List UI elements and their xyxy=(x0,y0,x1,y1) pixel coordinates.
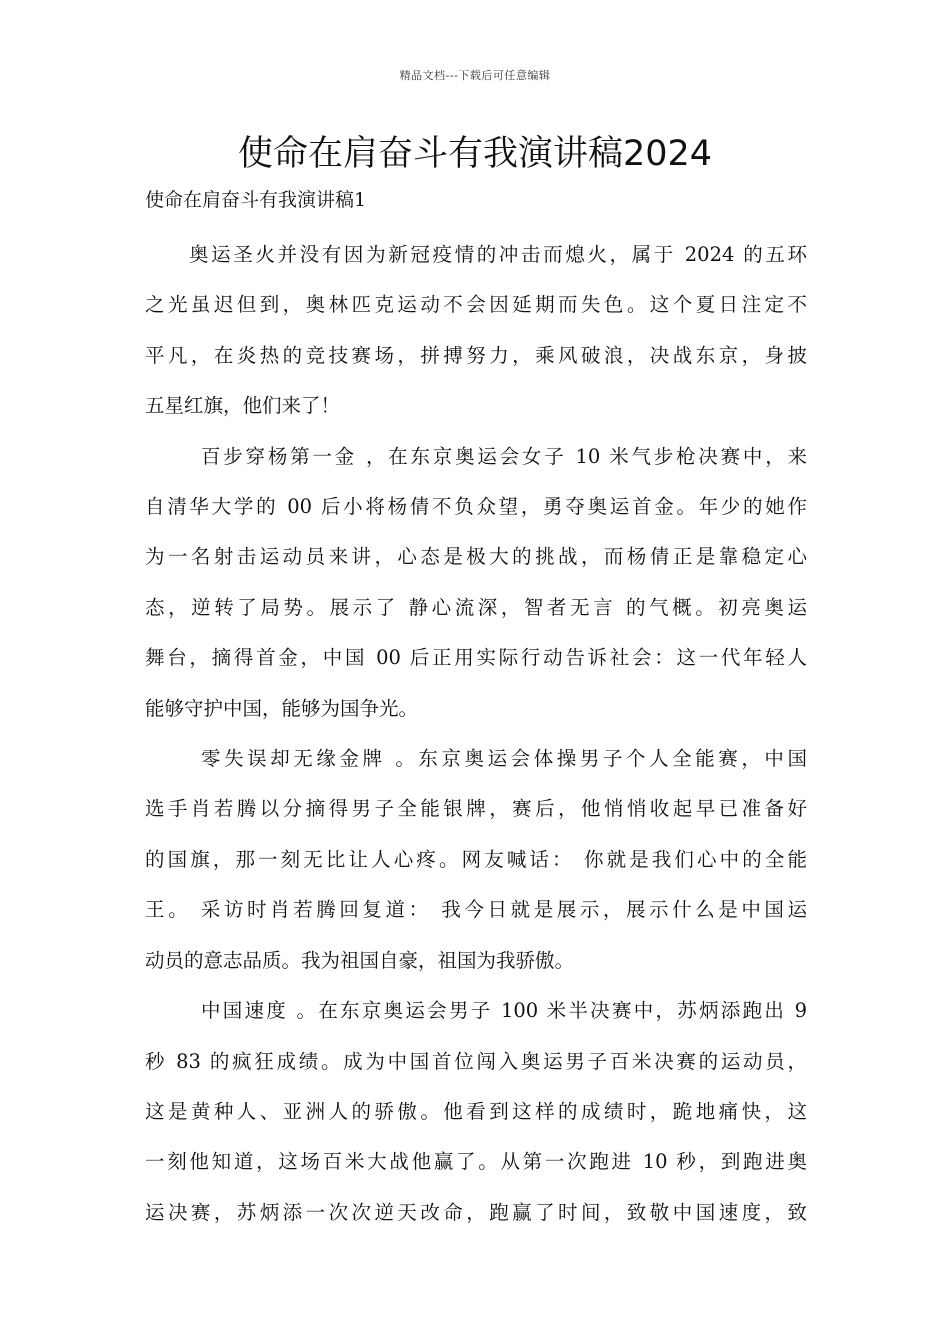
paragraph-line: 零失误却无缘金牌 。东京奥运会体操男子个人全能赛，中国 xyxy=(201,747,807,771)
document-title: 使命在肩奋斗有我演讲稿2024 xyxy=(237,134,713,174)
paragraph xyxy=(145,230,807,432)
paragraph-line: 平凡，在炎热的竞技赛场，拼搏努力，乘风破浪，决战东京，身披 xyxy=(145,343,807,367)
paragraph-line: 态，逆转了局势。展示了 静心流深，智者无言 的气概。初亮奥运 xyxy=(145,595,807,619)
paragraph xyxy=(145,734,807,986)
paragraph-line: 秒 83 的疯狂成绩。成为中国首位闯入奥运男子百米决赛的运动员， xyxy=(145,1049,807,1073)
paragraph-line: 百步穿杨第一金 ，在东京奥运会女子 10 米气步枪决赛中，来 xyxy=(201,444,807,468)
header-note: 精品文档---下载后可任意编辑 xyxy=(399,69,551,82)
paragraph-line: 一刻他知道，这场百米大战他赢了。从第一次跑进 10 秒，到跑进奥 xyxy=(145,1150,807,1174)
paragraph-line: 王。 采访时肖若腾回复道： 我今日就是展示，展示什么是中国运 xyxy=(145,898,807,922)
paragraph-line: 奥运圣火并没有因为新冠疫情的冲击而熄火，属于 2024 的五环 xyxy=(189,243,807,266)
paragraph-line: 动员的意志品质。我为祖国自豪，祖国为我骄傲。 xyxy=(145,948,575,972)
paragraph-line: 舞台，摘得首金，中国 00 后正用实际行动告诉社会：这一代年轻人 xyxy=(145,646,807,670)
document-body xyxy=(145,230,807,1238)
paragraph-line: 自清华大学的 00 后小将杨倩不负众望，勇夺奥运首金。年少的她作 xyxy=(145,495,807,519)
paragraph-line: 之光虽迟但到，奥林匹克运动不会因延期而失色。这个夏日注定不 xyxy=(145,293,807,317)
paragraph-line: 运决赛，苏炳添一次次逆天改命，跑赢了时间，致敬中国速度，致 xyxy=(145,1200,807,1224)
paragraph-line: 五星红旗，他们来了！ xyxy=(145,394,341,418)
paragraph-line: 为一名射击运动员来讲，心态是极大的挑战，而杨倩正是靠稳定心 xyxy=(145,545,807,569)
paragraph-line: 中国速度 。在东京奥运会男子 100 米半决赛中，苏炳添跑出 9 xyxy=(201,999,807,1023)
paragraph xyxy=(145,986,807,1238)
paragraph xyxy=(145,432,807,734)
paragraph-line: 能够守护中国，能够为国争光。 xyxy=(145,696,419,720)
document-subtitle: 使命在肩奋斗有我演讲稿1 xyxy=(145,189,367,211)
paragraph-line: 的国旗，那一刻无比让人心疼。网友喊话： 你就是我们心中的全能 xyxy=(145,847,807,871)
paragraph-line: 选手肖若腾以分摘得男子全能银牌，赛后，他悄悄收起早已准备好 xyxy=(145,797,807,821)
paragraph-line: 这是黄种人、亚洲人的骄傲。他看到这样的成绩时，跪地痛快，这 xyxy=(145,1099,807,1123)
